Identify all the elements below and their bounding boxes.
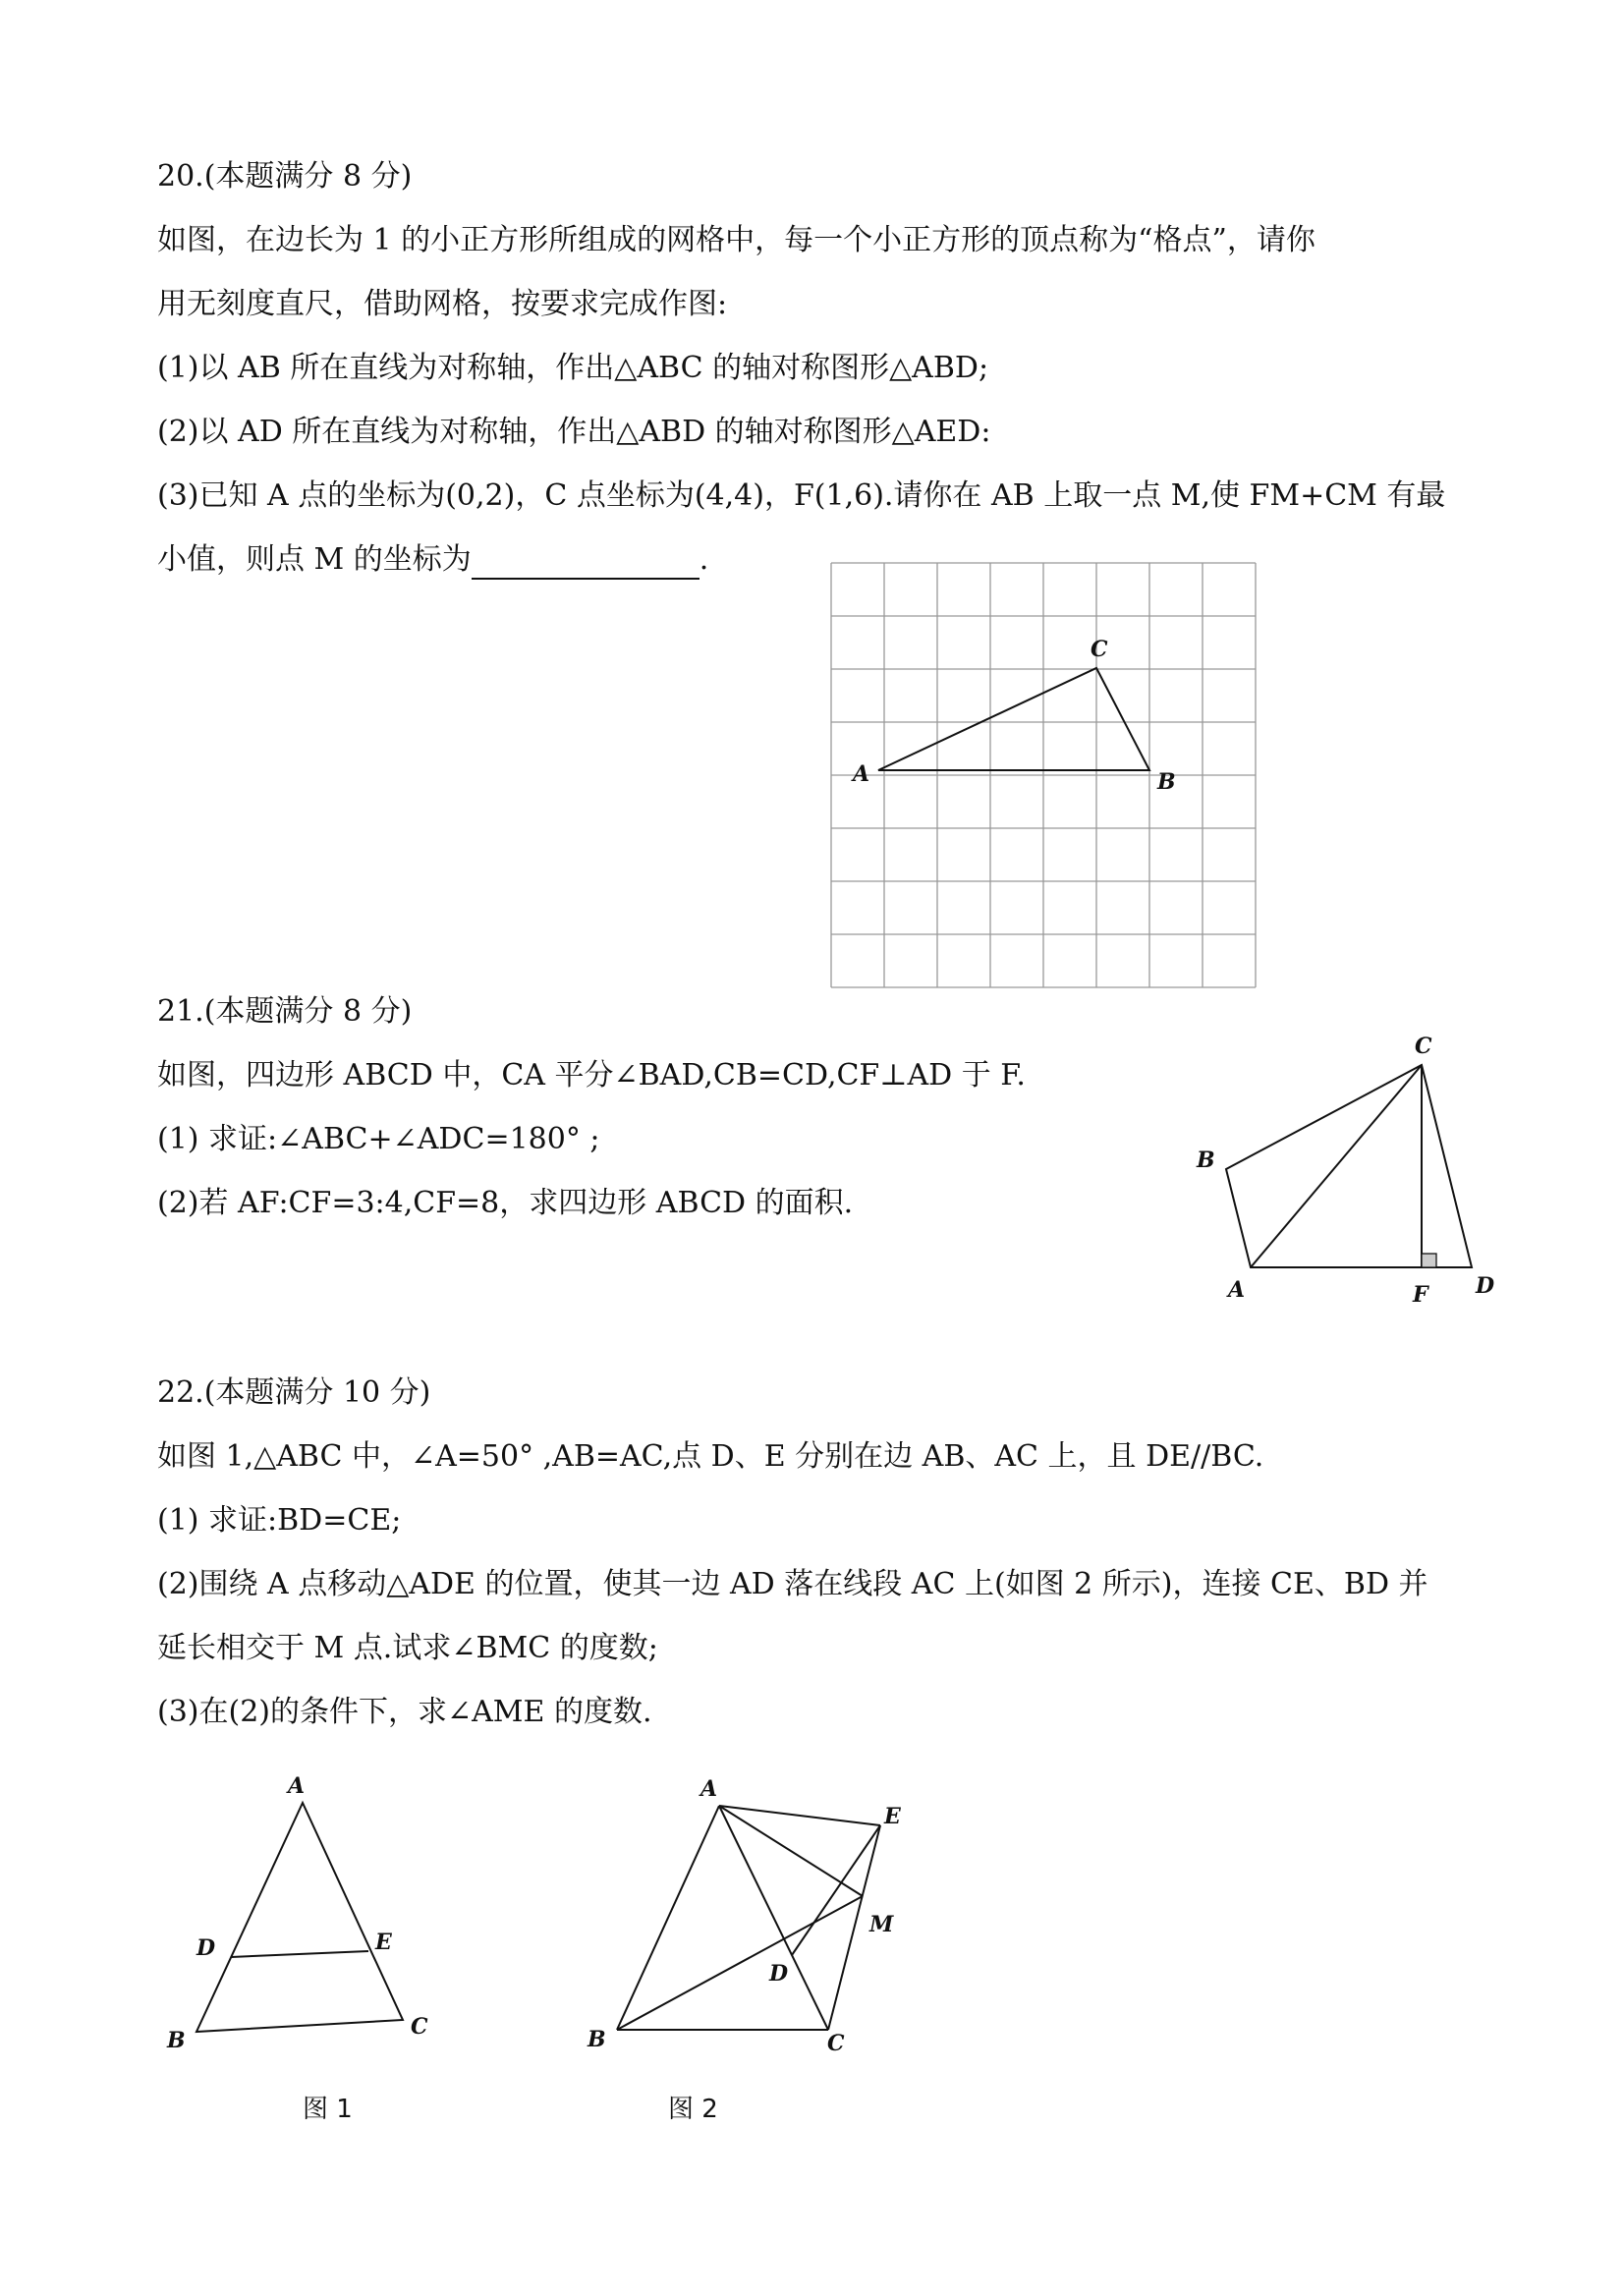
fig1-label-e: E bbox=[375, 1930, 392, 1955]
fig1-segment-de bbox=[231, 1951, 368, 1957]
q20-label-b: B bbox=[1157, 769, 1176, 795]
fig2-label-e: E bbox=[884, 1804, 901, 1829]
q20-item-3-prefix: 小值，则点 M 的坐标为 bbox=[157, 542, 472, 577]
q20-item-2: (2)以 AD 所在直线为对称轴，作出△ABD 的轴对称图形△AED: bbox=[157, 415, 991, 449]
q22-figure-2 bbox=[570, 1759, 943, 2063]
fig1-triangle-abc bbox=[196, 1803, 403, 2032]
q21-label-c: C bbox=[1415, 1034, 1432, 1059]
q20-item-3-cont bbox=[157, 540, 708, 580]
fig2-segment-ed bbox=[792, 1825, 880, 1955]
q21-item-1: (1) 求证:∠ABC+∠ADC=180° ; bbox=[157, 1122, 600, 1156]
fig2-label-d: D bbox=[769, 1961, 789, 1987]
fig1-label-c: C bbox=[411, 2014, 428, 2040]
q21-diagonal-ca bbox=[1251, 1065, 1422, 1267]
fig2-caption: 图 2 bbox=[668, 2095, 718, 2124]
q21-quadrilateral-figure bbox=[1179, 1022, 1513, 1316]
q21-label-f: F bbox=[1413, 1282, 1428, 1308]
q21-quad-abcd bbox=[1226, 1065, 1472, 1267]
q22-figure-1 bbox=[157, 1768, 452, 2053]
q22-text-1: 如图 1,△ABC 中，∠A=50° ,AB=AC,点 D、E 分别在边 AB、AC 上，且 DE//BC. bbox=[157, 1439, 1264, 1474]
q22-header: 22.(本题满分 10 分) bbox=[157, 1375, 431, 1410]
q22-item-1: (1) 求证:BD=CE; bbox=[157, 1503, 402, 1538]
fig2-segment-bm bbox=[617, 1896, 863, 2030]
q20-label-a: A bbox=[853, 761, 870, 787]
q21-text-1: 如图，四边形 ABCD 中，CA 平分∠BAD,CB=CD,CF⊥AD 于 F. bbox=[157, 1058, 1026, 1092]
q20-triangle-abc bbox=[878, 668, 1149, 770]
q21-label-a: A bbox=[1228, 1277, 1246, 1303]
q21-right-angle-mark bbox=[1422, 1254, 1436, 1267]
q21-label-b: B bbox=[1197, 1148, 1215, 1173]
answer-blank[interactable] bbox=[472, 548, 700, 580]
q20-label-c: C bbox=[1091, 637, 1108, 662]
q20-grid-figure bbox=[825, 558, 1267, 1000]
fig1-caption: 图 1 bbox=[303, 2095, 353, 2124]
fig2-segment-ab bbox=[617, 1806, 719, 2030]
q20-item-3-suffix: . bbox=[699, 542, 709, 577]
q21-label-d: D bbox=[1476, 1273, 1495, 1299]
fig2-label-c: C bbox=[827, 2031, 845, 2056]
fig1-label-d: D bbox=[196, 1935, 216, 1961]
q22-item-3: (3)在(2)的条件下，求∠AME 的度数. bbox=[157, 1695, 652, 1729]
q20-grid bbox=[831, 563, 1256, 987]
q20-text-1: 如图，在边长为 1 的小正方形所组成的网格中，每一个小正方形的顶点称为“格点”，请你 bbox=[157, 223, 1315, 257]
fig2-label-a: A bbox=[700, 1776, 718, 1802]
q22-item-2: (2)围绕 A 点移动△ADE 的位置，使其一边 AD 落在线段 AC 上(如图 2 所示)，连接 CE、BD 并 bbox=[157, 1567, 1428, 1601]
fig2-segment-ae bbox=[719, 1806, 880, 1825]
q20-item-3: (3)已知 A 点的坐标为(0,2)，C 点坐标为(4,4)，F(1,6).请你在 AB 上取一点 M,使 FM+CM 有最 bbox=[157, 478, 1446, 513]
q21-item-2: (2)若 AF:CF=3:4,CF=8，求四边形 ABCD 的面积. bbox=[157, 1186, 854, 1220]
q20-item-1: (1)以 AB 所在直线为对称轴，作出△ABC 的轴对称图形△ABD; bbox=[157, 351, 989, 385]
q21-header: 21.(本题满分 8 分) bbox=[157, 994, 413, 1029]
q20-text-2: 用无刻度直尺，借助网格，按要求完成作图: bbox=[157, 287, 728, 321]
q22-item-2-cont: 延长相交于 M 点.试求∠BMC 的度数; bbox=[157, 1631, 658, 1665]
fig2-lines bbox=[617, 1806, 880, 2030]
q20-header: 20.(本题满分 8 分) bbox=[157, 159, 413, 194]
fig2-label-m: M bbox=[869, 1912, 894, 1937]
fig2-label-b: B bbox=[588, 2027, 606, 2052]
fig1-label-a: A bbox=[288, 1773, 306, 1799]
fig1-label-b: B bbox=[167, 2028, 186, 2053]
